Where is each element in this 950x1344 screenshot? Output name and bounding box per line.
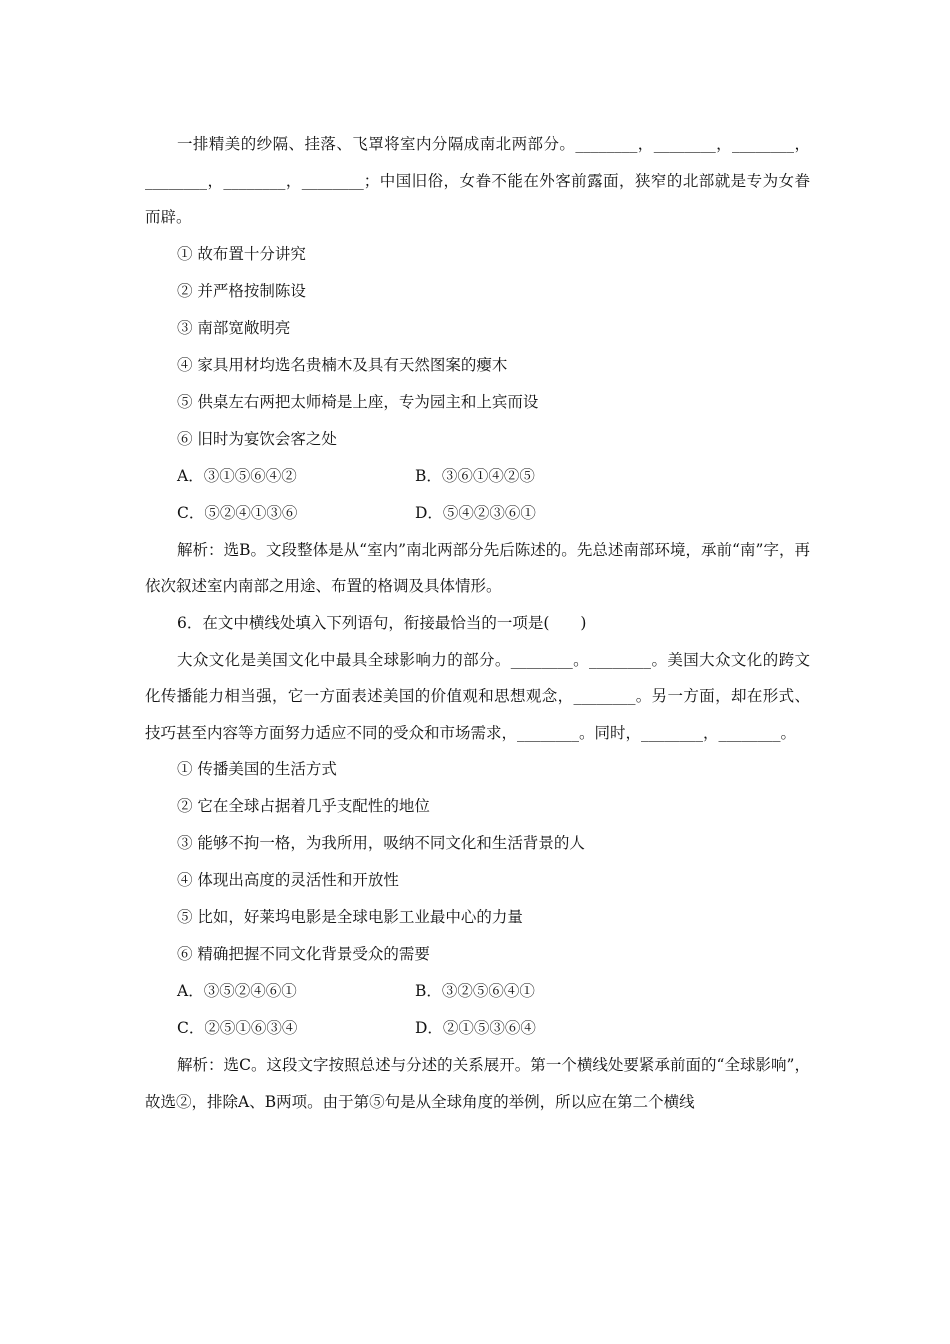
q6-item-5: ⑤ 比如，好莱坞电影是全球电影工业最中心的力量 [177,908,523,926]
q6-item-1: ① 传播美国的生活方式 [177,760,337,778]
q5-item-6: ⑥ 旧时为宴饮会客之处 [177,429,337,448]
q5-item-1: ① 故布置十分讲究 [177,244,306,263]
q6-item-2: ② 它在全球占据着几乎支配性的地位 [177,797,430,815]
q5-option-a[interactable]: A．③①⑤⑥④② [177,466,297,485]
q6-option-b[interactable]: B．③②⑤⑥④① [415,982,535,1000]
q5-option-b[interactable]: B．③⑥①④②⑤ [415,466,535,485]
q5-item-2: ② 并严格按制陈设 [177,281,306,300]
q5-option-c[interactable]: C．⑤②④①③⑥ [177,503,298,522]
q6-item-6: ⑥ 精确把握不同文化背景受众的需要 [177,945,430,963]
q6-analysis: 解析：选C。这段文字按照总述与分述的关系展开。第一个横线处要紧承前面的“全球影响”，故选②，排除A、B两项。由于第⑤句是从全球角度的举例，所以应在第二个横线 [145,1056,810,1111]
q6-options-row-1 [145,973,810,1010]
q6-item-4: ④ 体现出高度的灵活性和开放性 [177,871,399,889]
q6-question: 6．在文中横线处填入下列语句，衔接最恰当的一项是( ) [177,613,587,632]
q5-option-d[interactable]: D．⑤④②③⑥① [415,503,536,522]
q5-passage: 一排精美的纱隔、挂落、飞罩将室内分隔成南北两部分。________，________，________，________，________，________；中国旧俗，女眷不能在外客前露面，狭窄的北部就是专为女眷而辟。 [145,135,810,226]
q5-item-5: ⑤ 供桌左右两把太师椅是上座，专为园主和上宾而设 [177,392,539,411]
q6-options-row-2 [145,1010,810,1047]
q5-item-4: ④ 家具用材均选名贵楠木及具有天然图案的瘿木 [177,355,508,374]
q6-option-c[interactable]: C．②⑤①⑥③④ [177,1019,298,1037]
q5-options-row-1 [145,458,810,495]
q5-item-3: ③ 南部宽敞明亮 [177,318,291,337]
q5-options-row-2 [145,495,810,532]
q5-analysis: 解析：选B。文段整体是从“室内”南北两部分先后陈述的。先总述南部环境，承前“南”字，再依次叙述室内南部之用途、布置的格调及具体情形。 [145,540,810,595]
q6-option-a[interactable]: A．③⑤②④⑥① [177,982,297,1000]
q6-item-3: ③ 能够不拘一格，为我所用，吸纳不同文化和生活背景的人 [177,834,585,852]
document-content [145,126,810,1120]
q6-passage: 大众文化是美国文化中最具全球影响力的部分。________。________。美国大众文化的跨文化传播能力相当强，它一方面表述美国的价值观和思想观念，________。另一方面，却在形式、技巧甚至内容等方面努力适应不同的受众和市场需求，________。同时，________，________。 [145,650,810,742]
q6-option-d[interactable]: D．②①⑤③⑥④ [415,1019,536,1037]
